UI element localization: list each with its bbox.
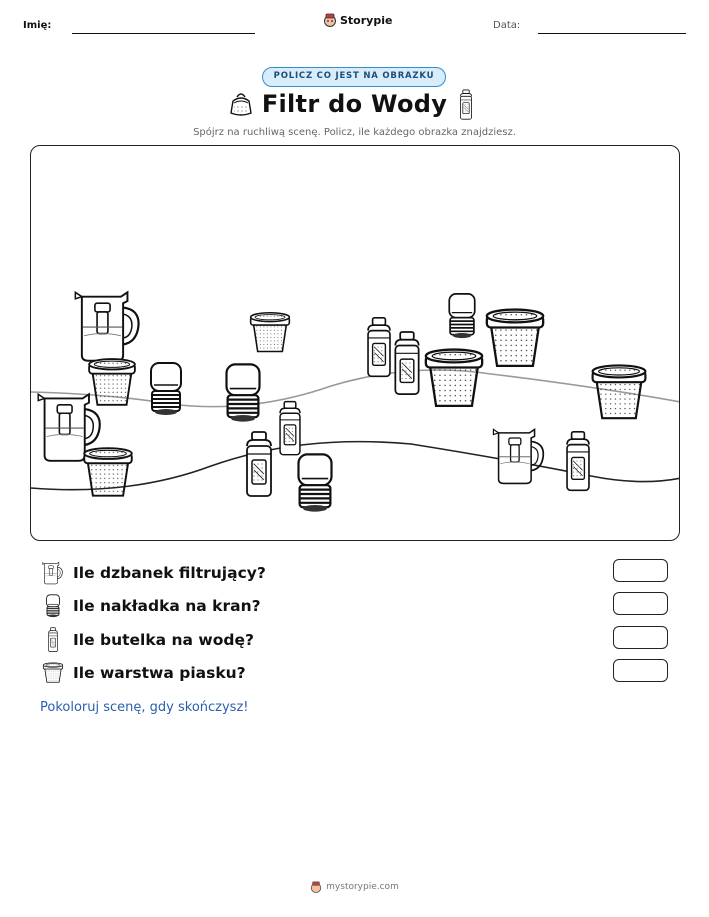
question-text: Ile butelka na wodę?	[73, 631, 254, 649]
bottle-5	[567, 432, 589, 491]
sand-cup-4	[487, 310, 543, 366]
faucet-filter-icon	[40, 594, 66, 618]
answer-box-2[interactable]	[613, 592, 668, 615]
date-label: Data:	[493, 20, 521, 31]
sand-cup-5	[593, 365, 646, 418]
faucet-filter-2	[227, 364, 260, 421]
faucet-filter-4	[299, 454, 332, 511]
question-text: Ile dzbanek filtrujący?	[73, 564, 266, 582]
sand-cup-2	[89, 359, 135, 405]
answer-box-1[interactable]	[613, 559, 668, 582]
pitcher-icon	[40, 561, 66, 585]
coloring-note: Pokoloruj scenę, gdy skończysz!	[40, 700, 249, 715]
faucet-filter-3	[449, 294, 475, 338]
name-label: Imię:	[23, 20, 52, 31]
faucet-filter-1	[151, 363, 181, 415]
scene-canvas	[31, 146, 680, 541]
answer-box-3[interactable]	[613, 626, 668, 649]
sand-cup-1	[251, 313, 290, 352]
counting-scene	[30, 145, 680, 541]
storypie-footer-icon	[310, 881, 322, 893]
pitcher-1	[75, 292, 138, 360]
bottle-4	[247, 432, 271, 496]
question-row-2	[40, 594, 261, 618]
bottle-1	[368, 318, 390, 377]
bottle-icon	[40, 628, 66, 652]
sand-cup-3	[426, 350, 482, 406]
bottle-2	[395, 332, 418, 394]
page-title: Filtr do Wody	[261, 90, 448, 118]
storypie-logo-icon	[323, 13, 337, 27]
brand-name: Storypie	[340, 13, 393, 27]
sand-layer-icon	[40, 661, 66, 685]
answer-box-4[interactable]	[613, 659, 668, 682]
site-url: mystorypie.com	[326, 882, 399, 892]
sand-cup-6	[84, 448, 132, 496]
bottle-title-icon	[458, 89, 474, 121]
question-row-4	[40, 661, 246, 685]
name-line[interactable]	[72, 33, 255, 34]
brand-logo	[323, 13, 392, 27]
title-right-icon	[458, 89, 474, 125]
bottle-3	[280, 402, 300, 455]
pitcher-3	[493, 429, 543, 483]
question-row-1	[40, 561, 266, 585]
question-row-3	[40, 628, 254, 652]
footer-site	[0, 881, 709, 893]
question-text: Ile nakładka na kran?	[73, 597, 261, 615]
page-subtitle: Spójrz na ruchliwą scenę. Policz, ile każdego obrazka znajdziesz.	[193, 127, 516, 138]
worksheet-badge: POLICZ CO JEST NA OBRAZKU	[262, 67, 446, 87]
question-text: Ile warstwa piasku?	[73, 664, 246, 682]
date-line[interactable]	[538, 33, 686, 34]
